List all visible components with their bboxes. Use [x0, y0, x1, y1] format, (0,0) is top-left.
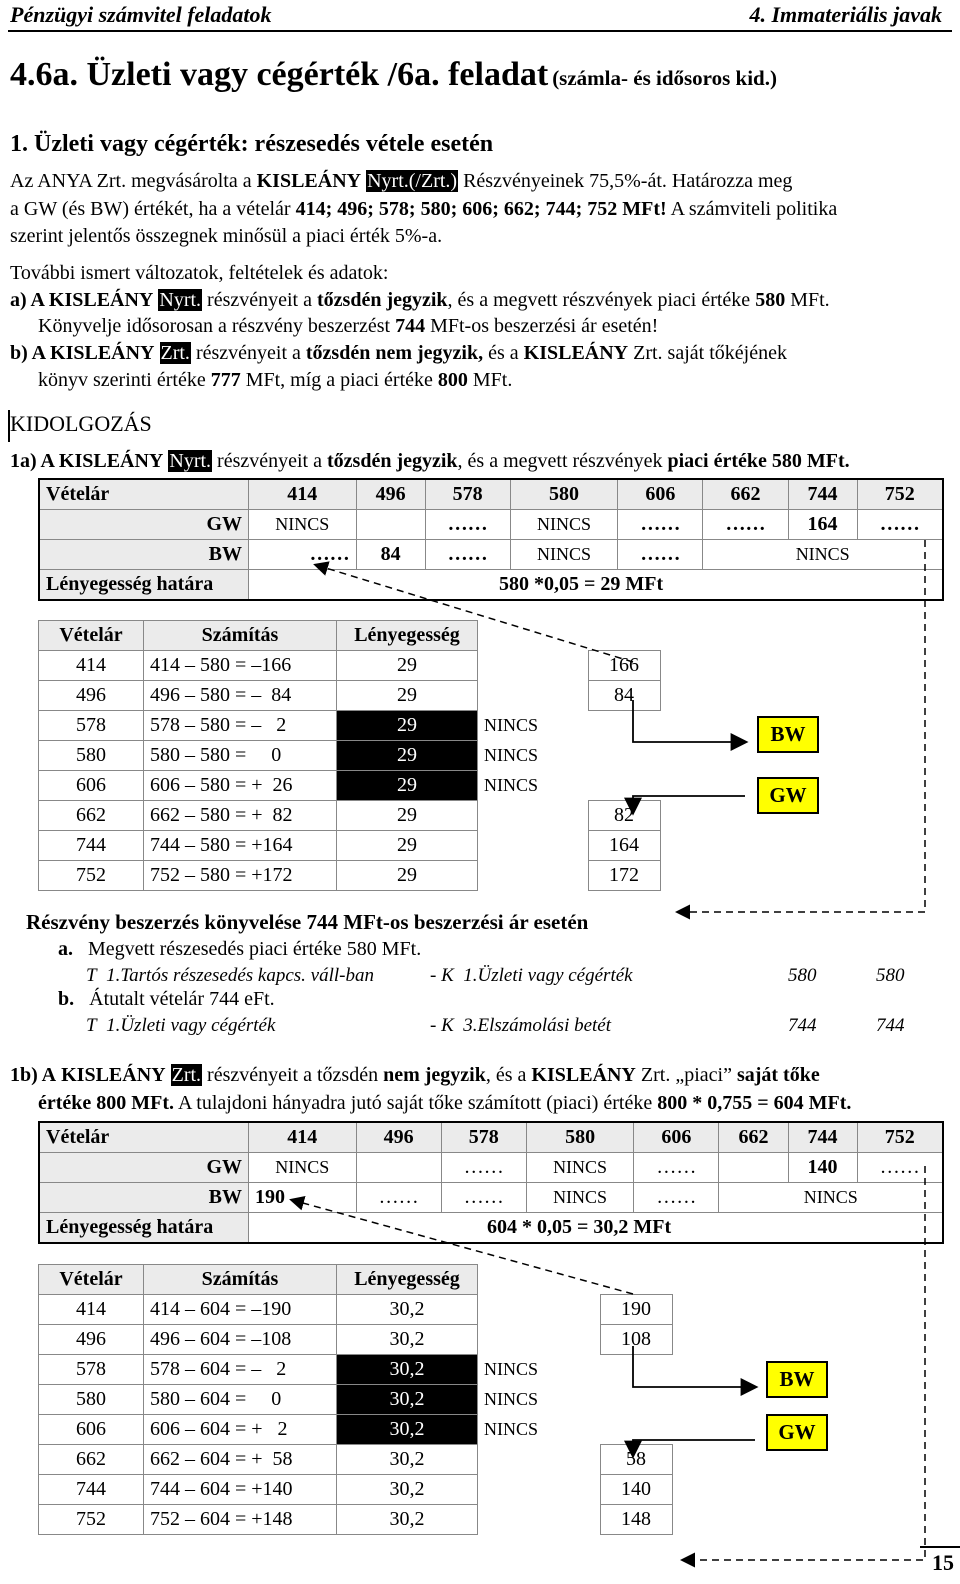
- intro-line-2: a GW (és BW) értékét, ha a vételár 414; 496; 578; 580; 606; 662; 744; 752 MFt! A számviteli politika: [10, 198, 838, 220]
- booking-b-amount-2: 744: [876, 1015, 905, 1036]
- table-row: Vételár 414 496 578 580 606 662 744 752: [39, 479, 943, 510]
- booking-a-debit: T 1.Tartós részesedés kapcs. váll-ban: [86, 965, 374, 986]
- table-row: 496 496 – 604 = –108 30,2 108: [39, 1325, 673, 1355]
- bw-box-1b: BW: [766, 1361, 828, 1398]
- table-row: 496 496 – 580 = – 84 29 84: [39, 681, 661, 711]
- intro-line-3: szerint jelentős összegnek minősül a piaci érték 5%-a.: [10, 225, 443, 247]
- booking-a-credit: - K 1.Üzleti vagy cégérték: [430, 965, 633, 986]
- booking-a: a. Megvett részesedés piaci értéke 580 MFt.: [58, 938, 422, 960]
- condition-b-line-2: könyv szerinti értéke 777 MFt, míg a piaci értéke 800 MFt.: [38, 369, 513, 391]
- section-1a-heading: 1a) A KISLEÁNY Nyrt. részvényeit a tőzsdén jegyzik, és a megvett részvények piaci értéke 580 MFt.: [10, 450, 850, 472]
- table-row: 606 606 – 580 = + 26 29 NINCS: [39, 771, 661, 801]
- arrow-to-bw-1a: [633, 700, 745, 742]
- booking-b-amount-1: 744: [788, 1015, 817, 1036]
- table-row: Vételár 414 496 578 580 606 662 744 752: [39, 1122, 943, 1153]
- dashed-arrow-bw-1b: [292, 1200, 633, 1294]
- gw-box-1a: GW: [757, 777, 819, 814]
- table-row: 580 580 – 604 = 0 30,2 NINCS: [39, 1385, 673, 1415]
- header-left: Pénzügyi számvitel feladatok: [10, 2, 272, 27]
- table-row: 580 580 – 580 = 0 29 NINCS: [39, 741, 661, 771]
- dashed-arrow-gw-1a: [678, 540, 925, 912]
- section-1b-heading: 1b) A KISLEÁNY Zrt. részvényeit a tőzsdén nem jegyzik, és a KISLEÁNY Zrt. „piaci” saját tőke: [10, 1064, 820, 1086]
- booking-a-amount-2: 580: [876, 965, 905, 986]
- table-row: 414 414 – 580 = –166 29 166: [39, 651, 661, 681]
- kidolgozas-heading: KIDOLGOZÁS: [10, 411, 152, 436]
- table-row: 744 744 – 604 = +140 30,2 140: [39, 1475, 673, 1505]
- arrow-from-gw-1a: [633, 796, 745, 812]
- table-row: 606 606 – 604 = + 2 30,2 NINCS: [39, 1415, 673, 1445]
- gw-box-1b: GW: [766, 1414, 828, 1451]
- booking-title: Részvény beszerzés könyvelése 744 MFt-os beszerzési ár esetén: [26, 910, 589, 934]
- dashed-arrow-bw-1a: [316, 565, 633, 662]
- bw-box-1a: BW: [757, 716, 819, 753]
- condition-b: b) A KISLEÁNY Zrt. részvényeit a tőzsdén nem jegyzik, és a KISLEÁNY Zrt. saját tőkéjének: [10, 342, 787, 364]
- booking-b: b. Átutalt vételár 744 eFt.: [58, 988, 275, 1010]
- section-1b-line-2: értéke 800 MFt. A tulajdoni hányadra jutó saját tőke számított (piaci) értéke 800 * 0,755 = 604 MFt.: [38, 1092, 852, 1114]
- title-main: 4.6a. Üzleti vagy cégérték /6a. feladat: [10, 56, 549, 93]
- condition-a: a) A KISLEÁNY Nyrt. részvényeit a tőzsdén jegyzik, és a megvett részvények piaci értéke 580 MFt.: [10, 289, 830, 311]
- arrow-to-bw-1b: [633, 1346, 755, 1387]
- table-row: 752 752 – 580 = +172 29 172: [39, 861, 661, 891]
- title-suffix: (számla- és idősoros kid.): [552, 66, 777, 90]
- table-row: Vételár Számítás Lényegesség: [39, 621, 661, 651]
- table-row: GW NINCS …… NINCS …… …… 164 ……: [39, 510, 943, 540]
- table-row: BW 190 …… …… NINCS …… NINCS: [39, 1183, 943, 1213]
- section-heading: 1. Üzleti vagy cégérték: részesedés vétele esetén: [10, 131, 494, 157]
- page-number-rule: [920, 1546, 960, 1548]
- table-row: 578 578 – 604 = – 2 30,2 NINCS: [39, 1355, 673, 1385]
- booking-b-credit: - K 3.Elszámolási betét: [430, 1015, 612, 1036]
- table-row: 752 752 – 604 = +148 30,2 148: [39, 1505, 673, 1535]
- table-row: 662 662 – 580 = + 82 29 82: [39, 801, 661, 831]
- table-row: Lényegesség határa 604 * 0,05 = 30,2 MFt: [39, 1213, 943, 1244]
- condition-a-line-2: Könyvelje idősorosan a részvény beszerzést 744 MFt-os beszerzési ár esetén!: [38, 315, 659, 337]
- booking-b-debit: T 1.Üzleti vagy cégérték: [86, 1015, 276, 1036]
- table-row: 744 744 – 580 = +164 29 164: [39, 831, 661, 861]
- dashed-arrow-gw-1b: [683, 1166, 925, 1560]
- header-right: 4. Immateriális javak: [749, 2, 942, 27]
- intro-line-1: Az ANYA Zrt. megvásárolta a KISLEÁNY Nyrt.(/Zrt.) Részvényeinek 75,5%-át. Határozza meg: [10, 170, 793, 192]
- table-row: GW NINCS …… NINCS …… 140 ……: [39, 1153, 943, 1183]
- page-number: 15: [932, 1550, 954, 1575]
- arrow-from-gw-1b: [633, 1440, 755, 1455]
- intro-line-4: További ismert változatok, feltételek és adatok:: [10, 262, 389, 284]
- table-row: Vételár Számítás Lényegesség: [39, 1265, 673, 1295]
- table-row: 414 414 – 604 = –190 30,2 190: [39, 1295, 673, 1325]
- table-row: 578 578 – 580 = – 2 29 NINCS: [39, 711, 661, 741]
- table-row: BW …… 84 …… NINCS …… NINCS: [39, 540, 943, 570]
- table-row: 662 662 – 604 = + 58 30,2 58: [39, 1445, 673, 1475]
- booking-a-amount-1: 580: [788, 965, 817, 986]
- table-row: Lényegesség határa 580 *0,05 = 29 MFt: [39, 570, 943, 601]
